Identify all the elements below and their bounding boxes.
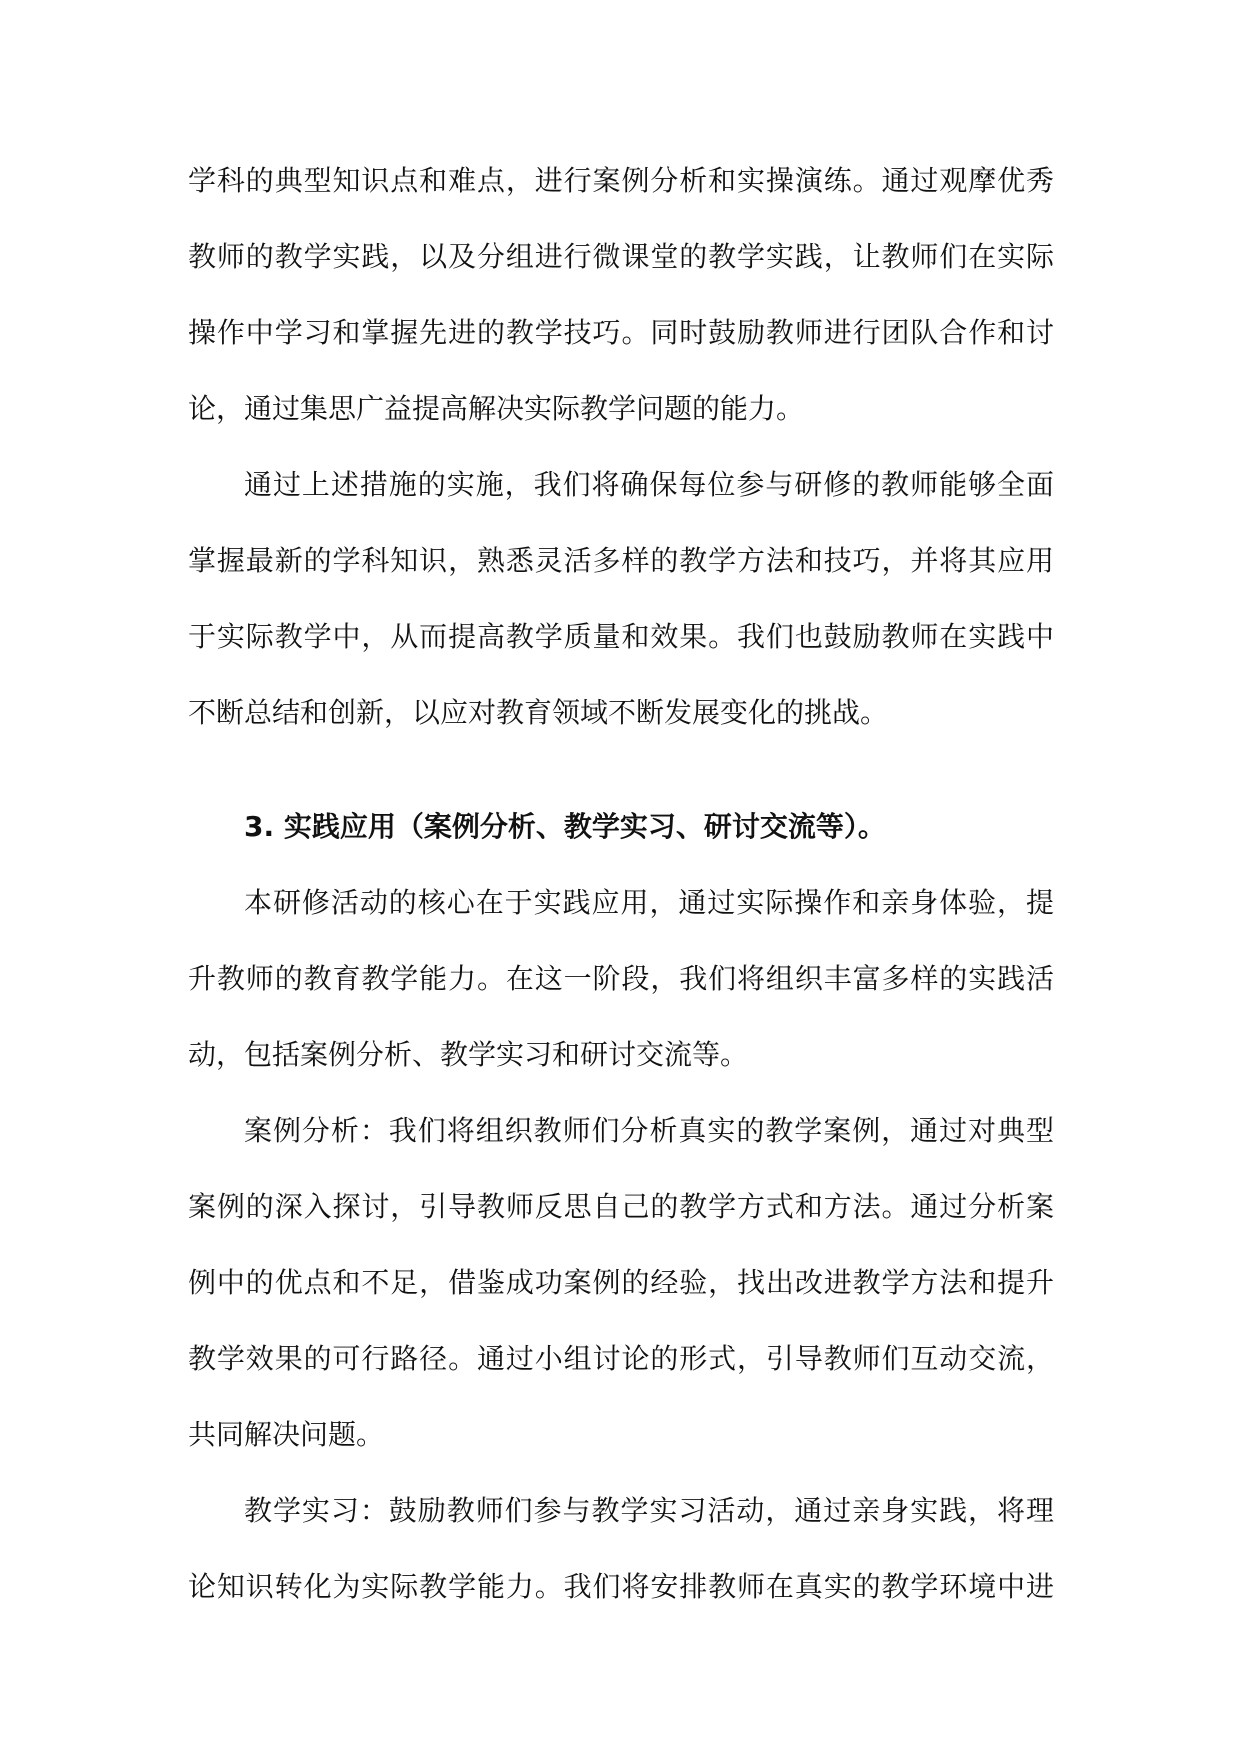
paragraph-1	[188, 143, 1054, 447]
text-line: 论知识转化为实际教学能力。我们将安排教师在真实的教学环境中进	[188, 1570, 1054, 1603]
text-line: 不断总结和创新，以应对教育领域不断发展变化的挑战。	[188, 696, 889, 729]
text-line: 教学效果的可行路径。通过小组讨论的形式，引导教师们互动交流，	[188, 1342, 1054, 1375]
text-line: 本研修活动的核心在于实践应用，通过实际操作和亲身体验，提	[244, 886, 1054, 919]
text-line: 掌握最新的学科知识，熟悉灵活多样的教学方法和技巧，并将其应用	[188, 544, 1054, 577]
paragraph-2	[188, 447, 1054, 751]
text-line: 例中的优点和不足，借鉴成功案例的经验，找出改进教学方法和提升	[188, 1266, 1054, 1299]
section-spacer	[188, 751, 1054, 789]
text-line: 论，通过集思广益提高解决实际教学问题的能力。	[188, 392, 805, 425]
text-line: 操作中学习和掌握先进的教学技巧。同时鼓励教师进行团队合作和讨	[188, 316, 1054, 349]
text-line: 案例分析：我们将组织教师们分析真实的教学案例，通过对典型	[244, 1114, 1054, 1147]
document-body	[188, 143, 1054, 1625]
text-line: 教师的教学实践，以及分组进行微课堂的教学实践，让教师们在实际	[188, 240, 1054, 273]
text-line: 教学实习：鼓励教师们参与教学实习活动，通过亲身实践，将理	[244, 1494, 1054, 1527]
paragraph-3	[188, 865, 1054, 1093]
text-line: 升教师的教育教学能力。在这一阶段，我们将组织丰富多样的实践活	[188, 962, 1054, 995]
text-line: 动，包括案例分析、教学实习和研讨交流等。	[188, 1038, 749, 1071]
text-line: 共同解决问题。	[188, 1418, 385, 1451]
paragraph-5	[188, 1473, 1054, 1625]
paragraph-4	[188, 1093, 1054, 1473]
text-line: 案例的深入探讨，引导教师反思自己的教学方式和方法。通过分析案	[188, 1190, 1054, 1223]
section-heading: 3. 实践应用（案例分析、教学实习、研讨交流等）。	[244, 810, 886, 843]
text-line: 于实际教学中，从而提高教学质量和效果。我们也鼓励教师在实践中	[188, 620, 1054, 653]
text-line: 学科的典型知识点和难点，进行案例分析和实操演练。通过观摩优秀	[188, 164, 1054, 197]
text-line: 通过上述措施的实施，我们将确保每位参与研修的教师能够全面	[244, 468, 1054, 501]
